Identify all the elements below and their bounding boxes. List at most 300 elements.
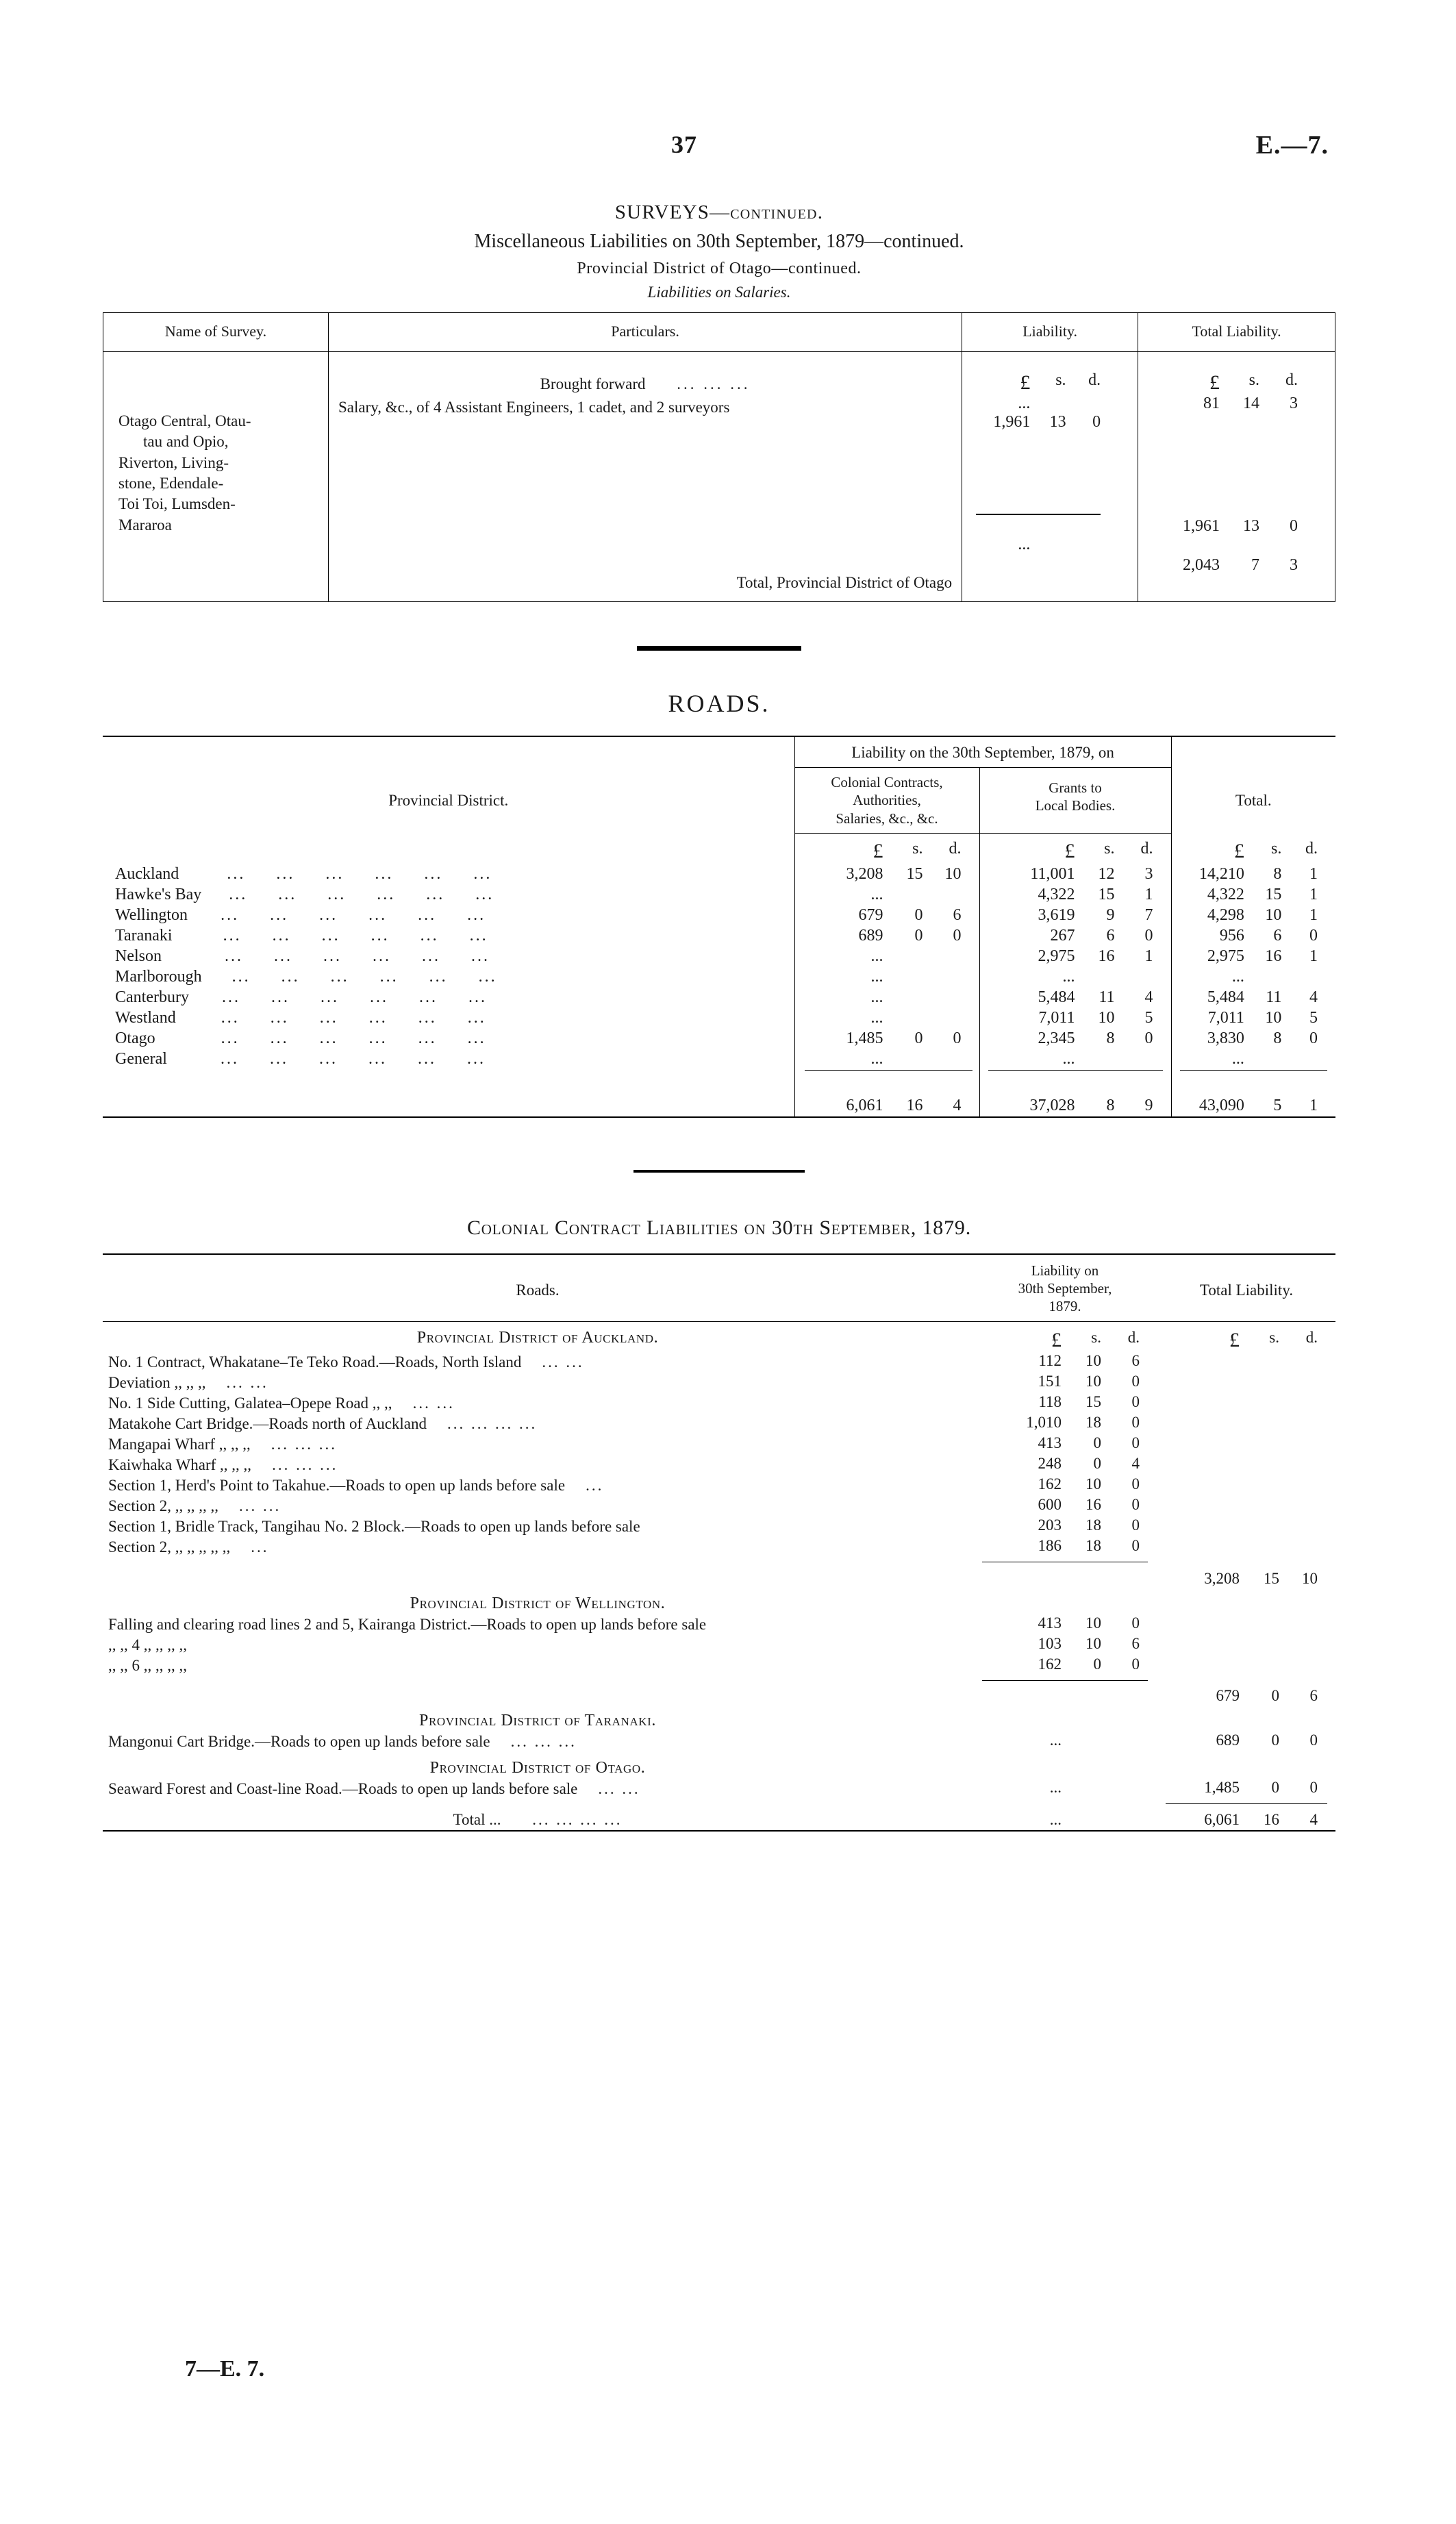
name-line-1: Otago Central, Otau- — [118, 412, 251, 429]
contracts-pence — [938, 1009, 962, 1027]
road-description: Seaward Forest and Coast-line Road.—Roads to open up lands before sale — [108, 1779, 578, 1797]
liability-shillings: 10 — [1085, 1475, 1101, 1492]
contracts-pence: 0 — [953, 927, 962, 945]
table-row — [103, 1434, 1335, 1455]
total-pound: £ — [1229, 1328, 1240, 1351]
grants-pounds: 267 — [1050, 927, 1075, 945]
section-total-pence: 6 — [1309, 1686, 1318, 1704]
road-description: No. 1 Contract, Whakatane–Te Teko Road.—Roads, North Island — [108, 1353, 522, 1371]
roads-header-row-1 — [103, 736, 1335, 768]
row-total-pence: 1 — [1309, 906, 1318, 925]
surveys-district-line: Provincial District of Otago—continued. — [577, 260, 862, 277]
district-name: Auckland — [115, 865, 179, 884]
grand-total-pence: 3 — [1290, 556, 1298, 574]
section-total-shillings: 0 — [1271, 1778, 1279, 1796]
contracts-title — [103, 1216, 1335, 1240]
contracts-shillings — [899, 947, 923, 966]
roads-totals-row — [103, 1070, 1335, 1088]
liability-pence: 6 — [1131, 1634, 1140, 1652]
grants-pounds: ... — [1062, 1050, 1075, 1069]
brought-forward-dots: ... ... ... — [677, 375, 751, 392]
row-dots: ... ... ... — [272, 1455, 338, 1473]
contracts-pounds: ... — [870, 1009, 883, 1027]
road-description: Kaiwhaka Wharf ,, ,, ,, — [108, 1455, 252, 1473]
district-name: Hawke's Bay — [115, 886, 202, 904]
subtotal-pence: 0 — [1290, 517, 1298, 535]
col-total-liability: Total Liability. — [1138, 313, 1335, 352]
liability-pounds: 413 — [1038, 1614, 1062, 1632]
section-heading-otago: Provincial District of Otago. — [429, 1758, 646, 1777]
section-heading-wellington: Provincial District of Wellington. — [410, 1594, 666, 1612]
row-dots: ... ... — [239, 1497, 281, 1514]
section-heading-row — [103, 1705, 1335, 1732]
table-row: Marlborough ... ... ... ... ... ... ... ... ... — [103, 967, 1335, 988]
grants-pound: £ — [1064, 840, 1075, 863]
grand-total-label: Total ... — [453, 1810, 501, 1828]
table-row — [103, 1455, 1335, 1475]
total-liability-cell — [1138, 352, 1335, 602]
row-total-pence: 1 — [1309, 947, 1318, 966]
grants-shillings: 15 — [1098, 886, 1115, 904]
table-row — [103, 1635, 1335, 1655]
grand-total-row — [1138, 556, 1316, 575]
table-row: Taranaki ... ... ... ... ... ... 689 0 0 267 6 0 956 6 0 — [103, 926, 1335, 947]
row-dots: ... ... — [226, 1373, 268, 1391]
salary-liability-row — [962, 413, 1118, 432]
page-header — [103, 130, 1335, 178]
page-signature: 7—E. 7. — [185, 2356, 265, 2382]
row-total-pounds: ... — [1231, 968, 1244, 986]
table-row: Hawke's Bay ... ... ... ... ... ... ... 4,322 15 1 4,322 15 1 — [103, 885, 1335, 905]
section-total-pence: 0 — [1309, 1731, 1318, 1749]
table-header-row — [103, 313, 1335, 352]
liability-pence: 0 — [1131, 1372, 1140, 1390]
salaries-table — [103, 312, 1335, 602]
row-total-shillings: 8 — [1273, 1029, 1282, 1048]
total-s: s. — [1269, 1328, 1279, 1346]
section-divider-1 — [637, 646, 801, 651]
row-total-pounds: 14,210 — [1198, 865, 1244, 884]
total-values — [1138, 352, 1335, 597]
salary-liability-shillings: 13 — [1049, 413, 1066, 431]
liability-shillings: 10 — [1085, 1634, 1101, 1652]
liability-cell — [962, 352, 1138, 602]
brought-forward-label: Brought forward — [540, 375, 646, 392]
roadtotal-money-header — [1171, 833, 1335, 864]
surveys-title-text: SURVEYS—continued. — [614, 201, 824, 223]
particulars-cell — [328, 352, 962, 602]
total-contracts-shillings: 16 — [906, 1097, 923, 1115]
wellington-subtotal-row — [103, 1676, 1335, 1705]
grand-total-pounds: 43,090 — [1198, 1097, 1244, 1115]
total-liability-value: ... — [1018, 536, 1031, 553]
grants-head-line-1: Grants to — [1049, 779, 1102, 796]
section-total-shillings: 0 — [1271, 1731, 1279, 1749]
contracts-pounds: ... — [870, 886, 883, 904]
table-row — [103, 1352, 1335, 1373]
grants-shillings: 12 — [1098, 865, 1115, 884]
roadtotal-d: d. — [1305, 839, 1318, 858]
section-heading-auckland: Provincial District of Auckland. — [416, 1328, 659, 1347]
grants-shillings: 8 — [1106, 1029, 1115, 1048]
table-row — [103, 1496, 1335, 1516]
roads-total-values — [103, 1088, 1335, 1117]
section-total-shillings: 15 — [1264, 1569, 1279, 1587]
liability-pence: 4 — [1131, 1454, 1140, 1472]
district-name: General — [115, 1050, 167, 1069]
bf-total-row — [1138, 395, 1316, 413]
section-total-shillings: 0 — [1271, 1686, 1279, 1704]
total-shillings-header: s. — [1248, 371, 1259, 389]
liability-pence: 0 — [1131, 1655, 1140, 1673]
liability-pence: 0 — [1131, 1392, 1140, 1410]
grants-d: d. — [1140, 840, 1153, 858]
row-dots: ... — [251, 1538, 269, 1555]
row-dots: ... ... — [598, 1779, 640, 1797]
grants-shillings — [1090, 1050, 1115, 1069]
contracts-pounds: ... — [870, 1050, 883, 1069]
liability-pounds: 162 — [1038, 1475, 1062, 1492]
section-total-pounds: 679 — [1216, 1686, 1240, 1704]
row-total-pounds: 2,975 — [1207, 947, 1244, 966]
road-description: Mangonui Cart Bridge.—Roads to open up lands before sale — [108, 1732, 490, 1750]
name-line-5: Toi Toi, Lumsden- — [118, 495, 236, 513]
row-total-shillings: 8 — [1273, 865, 1282, 884]
contracts-shillings — [899, 886, 923, 904]
subtotal-total-row — [1138, 517, 1316, 536]
contracts-shillings: 0 — [914, 1029, 923, 1048]
bf-total-pence: 3 — [1290, 395, 1298, 412]
liability-head-line-2: 30th September, — [1018, 1280, 1112, 1297]
road-description: Deviation ,, ,, ,, — [108, 1373, 206, 1391]
liability-pence: 0 — [1131, 1516, 1140, 1534]
contracts-head-line-1: Colonial Contracts, — [831, 774, 943, 790]
page-content — [103, 130, 1335, 1834]
total-grants-shillings: 8 — [1106, 1097, 1115, 1115]
roadtotal-pound: £ — [1233, 839, 1244, 862]
row-total-pounds: 4,298 — [1207, 906, 1244, 925]
liability-pound-symbol: £ — [1020, 371, 1031, 394]
road-description: ,, ,, 6 ,, ,, ,, ,, — [108, 1656, 187, 1674]
contracts-shillings — [899, 968, 923, 986]
row-dots: ... — [586, 1476, 604, 1494]
table-row — [103, 1732, 1335, 1752]
grand-total-shillings: 16 — [1264, 1810, 1279, 1828]
bf-total-pounds: 81 — [1203, 395, 1220, 412]
grants-pounds: ... — [1062, 968, 1075, 986]
auckland-subtotal-row — [103, 1558, 1335, 1588]
subtotal-shillings: 13 — [1243, 517, 1259, 535]
liability-shillings: 0 — [1093, 1454, 1101, 1472]
row-total-shillings: 15 — [1265, 886, 1282, 904]
liability-pound: £ — [1051, 1328, 1062, 1351]
liability-pence: 0 — [1131, 1536, 1140, 1554]
road-description: Section 1, Bridle Track, Tangihau No. 2 Block.—Roads to open up lands before sale — [108, 1517, 640, 1535]
liability-pence: 0 — [1131, 1413, 1140, 1431]
contracts-head-line-2: Authorities, — [853, 792, 921, 809]
contracts-pounds: ... — [870, 988, 883, 1007]
contracts-header-row — [103, 1254, 1335, 1321]
total-d: d. — [1305, 1328, 1318, 1346]
table-row: General ... ... ... ... ... ... ... ... ... — [103, 1049, 1335, 1070]
liability-pounds: 186 — [1038, 1536, 1062, 1554]
table-row: Wellington ... ... ... ... ... ... 679 0 6 3,619 9 7 4,298 10 1 — [103, 905, 1335, 926]
section-total-pounds: 3,208 — [1204, 1569, 1240, 1587]
col-particulars: Particulars. — [328, 313, 962, 352]
name-line-2: tau and Opio, — [143, 433, 229, 451]
liability-shillings: 10 — [1085, 1351, 1101, 1369]
liability-d: d. — [1127, 1328, 1140, 1346]
bf-liability-value: ... — [1018, 395, 1031, 412]
liability-pounds: 1,010 — [1026, 1413, 1062, 1431]
road-description: Section 2, ,, ,, ,, ,, ,, — [108, 1538, 231, 1555]
liability-pounds: 248 — [1038, 1454, 1062, 1472]
page-number: 37 — [671, 131, 697, 158]
col-roads-total: Total. — [1235, 792, 1272, 810]
contracts-pounds: 679 — [858, 906, 883, 925]
liability-pounds: 203 — [1038, 1516, 1062, 1534]
liability-pounds: 162 — [1038, 1655, 1062, 1673]
col-roads: Roads. — [103, 1254, 972, 1321]
otago-total-label: Total, Provincial District of Otago — [736, 574, 953, 591]
grants-pounds: 11,001 — [1030, 865, 1075, 884]
road-description: Mangapai Wharf ,, ,, ,, — [108, 1435, 251, 1453]
bf-liability-row — [962, 395, 1118, 413]
col-provincial-district: Provincial District. — [388, 792, 509, 810]
road-description: ,, ,, 4 ,, ,, ,, ,, — [108, 1636, 187, 1653]
grants-shillings — [1090, 968, 1115, 986]
liability-pence: 0 — [1131, 1495, 1140, 1513]
name-line-3: Riverton, Living- — [118, 453, 229, 471]
grants-shillings: 10 — [1098, 1009, 1115, 1027]
row-total-pence: 0 — [1309, 927, 1318, 945]
total-pence-header: d. — [1285, 371, 1298, 389]
row-total-pounds: ... — [1231, 1050, 1244, 1069]
liability-shillings: 0 — [1093, 1655, 1101, 1673]
liability-pounds: 151 — [1038, 1372, 1062, 1390]
row-total-pence — [1296, 968, 1318, 986]
grants-pence: 1 — [1144, 947, 1153, 966]
liability-pence: 0 — [1131, 1475, 1140, 1492]
section-total-pounds: 1,485 — [1204, 1778, 1240, 1796]
liability-pounds: 600 — [1038, 1495, 1062, 1513]
contracts-d: d. — [949, 840, 962, 858]
grants-pence: 7 — [1144, 906, 1153, 925]
contracts-pound: £ — [873, 840, 883, 863]
liability-shillings: 16 — [1085, 1495, 1101, 1513]
row-total-pence: 1 — [1309, 865, 1318, 884]
row-total-shillings: 6 — [1273, 927, 1282, 945]
roads-heading: ROADS. — [668, 690, 770, 717]
grand-total-pounds: 2,043 — [1183, 556, 1220, 574]
contracts-shillings — [899, 1009, 923, 1027]
table-row — [103, 1537, 1335, 1558]
contracts-pounds: ... — [870, 947, 883, 966]
table-row — [103, 1373, 1335, 1393]
contracts-pounds: 689 — [858, 927, 883, 945]
liability-pence: 0 — [1131, 1434, 1140, 1451]
grand-total-shillings: 5 — [1273, 1097, 1282, 1115]
liability-shillings-header: s. — [1055, 371, 1066, 389]
grants-s: s. — [1104, 840, 1115, 858]
section-divider-2 — [633, 1170, 805, 1173]
grand-total-pence: 1 — [1309, 1097, 1318, 1115]
total-pound-symbol: £ — [1209, 371, 1220, 394]
liability-pence: 0 — [1131, 1614, 1140, 1632]
contracts-total-rule — [103, 1799, 1335, 1804]
salary-liability-pounds: 1,961 — [993, 413, 1031, 431]
auckland-money-header — [972, 1322, 1157, 1352]
liability-shillings: 10 — [1085, 1372, 1101, 1390]
row-dots: ... ... ... — [271, 1435, 338, 1453]
row-total-pence — [1296, 1050, 1318, 1069]
grants-pence: 3 — [1144, 865, 1153, 884]
district-name: Canterbury — [115, 988, 189, 1007]
contracts-bottom-rule — [103, 1831, 1335, 1834]
contracts-pence — [938, 947, 962, 966]
road-description: No. 1 Side Cutting, Galatea–Opepe Road ,, ,, — [108, 1394, 392, 1412]
contracts-shillings — [899, 1050, 923, 1069]
grants-pence — [1130, 968, 1153, 986]
liability-subtotal-rule — [976, 514, 1101, 515]
liability-pounds: 103 — [1038, 1634, 1062, 1652]
grants-pence: 5 — [1144, 1009, 1153, 1027]
grants-pounds: 5,484 — [1038, 988, 1075, 1007]
contracts-shillings: 0 — [914, 927, 923, 945]
district-name: Otago — [115, 1029, 155, 1048]
liability-head-line-1: Liability on — [1031, 1262, 1099, 1279]
grants-shillings: 11 — [1099, 988, 1115, 1007]
roads-bottom-rule — [103, 1117, 1335, 1121]
name-line-4: stone, Edendale- — [118, 475, 224, 492]
table-row: Canterbury ... ... ... ... ... ... ... 5,484 11 4 5,484 11 4 — [103, 988, 1335, 1008]
total-money-header — [1138, 371, 1316, 395]
table-row: Otago ... ... ... ... ... ... 1,485 0 0 2,345 8 0 3,830 8 0 — [103, 1029, 1335, 1049]
roads-table — [103, 736, 1335, 1121]
liability-shillings: 0 — [1093, 1434, 1101, 1451]
contracts-money-header — [794, 833, 979, 864]
grants-head-line-2: Local Bodies. — [1035, 797, 1116, 814]
section-heading-taranaki: Provincial District of Taranaki. — [419, 1711, 656, 1729]
section-heading-row — [103, 1588, 1335, 1614]
row-total-pounds: 7,011 — [1207, 1009, 1244, 1027]
liability-values — [962, 352, 1138, 597]
grants-pounds: 2,975 — [1038, 947, 1075, 966]
col-total-liability: Total Liability. — [1157, 1254, 1335, 1321]
surveys-subtitle: Miscellaneous Liabilities on 30th September, 1879—continued. — [474, 231, 964, 252]
subtotal-pounds: 1,961 — [1183, 517, 1220, 535]
grand-total-pounds: 6,061 — [1204, 1810, 1240, 1828]
table-row: Nelson ... ... ... ... ... ... ... 2,975 16 1 2,975 16 1 — [103, 947, 1335, 967]
contracts-grand-total-row — [103, 1804, 1335, 1831]
contracts-pence — [938, 988, 962, 1007]
contracts-shillings — [899, 988, 923, 1007]
section-total-pence: 0 — [1309, 1778, 1318, 1796]
row-total-shillings: 11 — [1266, 988, 1282, 1007]
liability-shillings: 18 — [1085, 1536, 1101, 1554]
liability-shillings: 18 — [1085, 1413, 1101, 1431]
salary-liability-pence: 0 — [1092, 413, 1101, 431]
col-colonial-contracts — [794, 768, 979, 834]
row-total-shillings: 16 — [1265, 947, 1282, 966]
liability-pounds: ... — [1049, 1778, 1062, 1796]
liability-pounds: 118 — [1038, 1392, 1062, 1410]
grants-shillings: 9 — [1106, 906, 1115, 925]
liability-pounds: 413 — [1038, 1434, 1062, 1451]
surveys-section-line: Liabilities on Salaries. — [647, 284, 791, 301]
contracts-pence — [938, 886, 962, 904]
grants-pounds: 2,345 — [1038, 1029, 1075, 1048]
contracts-pence — [938, 1050, 962, 1069]
contracts-s: s. — [912, 840, 923, 858]
liability-pence: 6 — [1131, 1351, 1140, 1369]
grand-total-dots: ... ... ... ... — [532, 1810, 623, 1828]
col-liability-date — [972, 1254, 1157, 1321]
grand-total-shillings: 7 — [1251, 556, 1259, 574]
total-contracts-pence: 4 — [953, 1097, 962, 1115]
table-row — [103, 1414, 1335, 1434]
contracts-shillings: 15 — [906, 865, 923, 884]
table-row — [103, 352, 1335, 602]
contracts-pence — [938, 968, 962, 986]
table-row — [103, 1655, 1335, 1676]
grants-shillings: 16 — [1098, 947, 1115, 966]
row-total-pounds: 4,322 — [1207, 886, 1244, 904]
liability-pence-header: d. — [1088, 371, 1101, 389]
roadtotal-s: s. — [1271, 839, 1282, 858]
document-reference: E.—7. — [1255, 131, 1329, 160]
totalcol-money-header — [1157, 1322, 1335, 1352]
grants-pounds: 7,011 — [1038, 1009, 1075, 1027]
contracts-pounds: 1,485 — [846, 1029, 883, 1048]
contracts-pence: 10 — [944, 865, 962, 884]
grants-money-header — [979, 833, 1171, 864]
road-description: Section 1, Herd's Point to Takahue.—Roads to open up lands before sale — [108, 1476, 566, 1494]
surveys-title — [103, 201, 1335, 224]
salary-line: Salary, &c., of 4 Assistant Engineers, 1 cadet, and 2 surveyors — [338, 399, 730, 416]
row-total-pounds: 3,830 — [1207, 1029, 1244, 1048]
roads-money-header — [103, 833, 1335, 864]
grand-total-pence: 4 — [1309, 1810, 1318, 1828]
table-row — [103, 1475, 1335, 1496]
contracts-title-text: Colonial Contract Liabilities on 30th September, 1879. — [466, 1216, 971, 1239]
contracts-pence: 0 — [953, 1029, 962, 1048]
row-total-shillings: 10 — [1265, 906, 1282, 925]
grand-total-liability: ... — [1049, 1810, 1062, 1828]
section-total-pence: 10 — [1302, 1569, 1318, 1587]
contracts-pounds: ... — [870, 968, 883, 986]
liability-shillings: 15 — [1085, 1392, 1101, 1410]
particulars-body — [329, 352, 962, 601]
road-description: Section 2, ,, ,, ,, ,, — [108, 1497, 218, 1514]
district-name: Westland — [115, 1009, 176, 1027]
table-row: Auckland ... ... ... ... ... ... 3,208 15 10 11,001 12 3 14,210 8 1 — [103, 864, 1335, 885]
road-description: Matakohe Cart Bridge.—Roads north of Auckland — [108, 1414, 427, 1432]
col-liability-span: Liability on the 30th September, 1879, on — [794, 736, 1171, 768]
liability-shillings: 18 — [1085, 1516, 1101, 1534]
liability-money-header — [962, 371, 1118, 395]
grants-pence: 0 — [1144, 927, 1153, 945]
col-name-of-survey: Name of Survey. — [103, 313, 329, 352]
row-total-pence: 1 — [1309, 886, 1318, 904]
total-liability-row — [962, 536, 1118, 554]
section-heading-row — [103, 1752, 1335, 1779]
row-dots: ... ... ... ... — [447, 1414, 538, 1432]
name-line-6: Mararoa — [118, 516, 172, 534]
survey-name-cell — [103, 352, 329, 602]
liability-pounds: 112 — [1038, 1351, 1062, 1369]
table-row: Westland ... ... ... ... ... ... ... 7,011 10 5 7,011 10 5 — [103, 1008, 1335, 1029]
